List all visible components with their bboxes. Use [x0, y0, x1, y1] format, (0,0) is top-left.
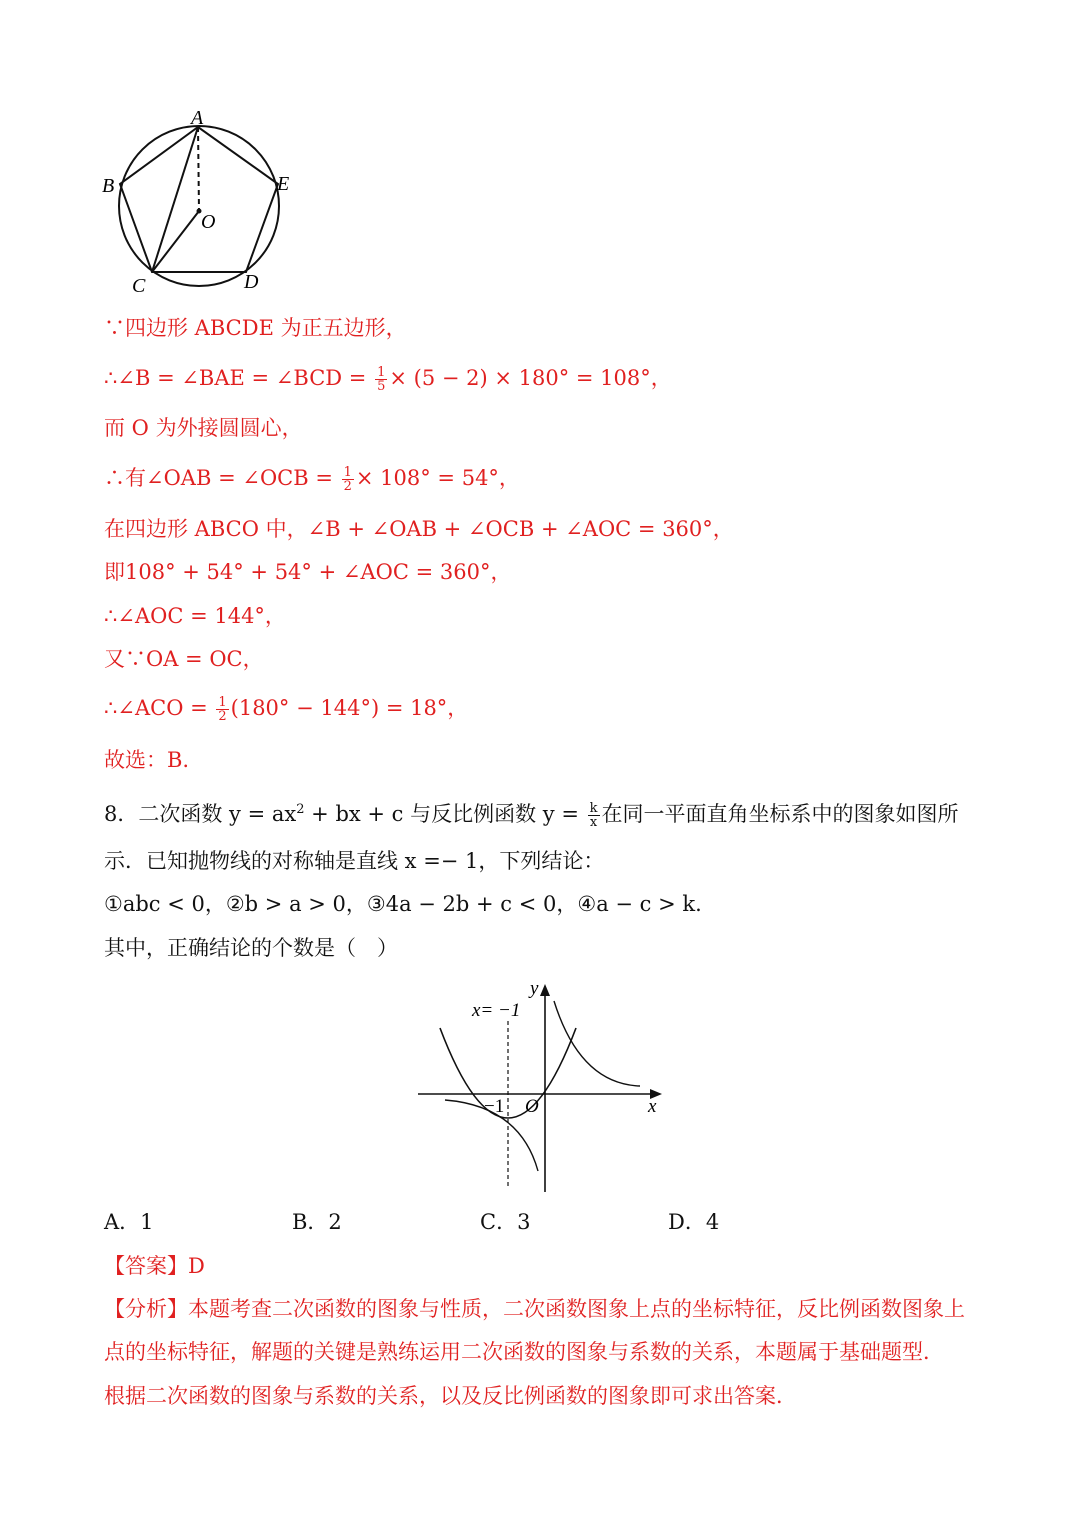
solution-line-9-prefix: ∴∠ACO =: [104, 696, 215, 720]
option-d: D．4: [668, 1210, 720, 1234]
axis-of-symmetry-label: x= −1: [472, 1000, 521, 1021]
fraction-one-half: [342, 466, 354, 493]
segment-ac: [152, 127, 198, 272]
q8-exponent: 2: [296, 802, 305, 817]
analysis-text-1: 本题考查二次函数的图象与性质，二次函数图象上点的坐标特征，反比例函数图象上: [188, 1297, 965, 1321]
y-axis-arrow: [540, 984, 550, 996]
option-b: B．2: [292, 1210, 342, 1234]
segment-oc: [152, 211, 199, 272]
frac-den: 2: [343, 479, 352, 494]
frac-num: 1: [218, 695, 227, 710]
segment-oa-dashed: [198, 127, 199, 211]
analysis-bracket: 【分析】: [104, 1297, 188, 1321]
solution-line-4-prefix: ∴有∠OAB = ∠OCB =: [104, 466, 340, 490]
option-c: C．3: [480, 1210, 531, 1234]
frac-den: x: [589, 815, 598, 830]
solution-line-8: 又∵OA = OC，: [104, 647, 264, 671]
frac-num: 1: [377, 365, 386, 380]
label-c: C: [132, 275, 146, 297]
solution-line-2-prefix: ∴∠B = ∠BAE = ∠BCD =: [104, 366, 374, 390]
analysis-line-2: 点的坐标特征，解题的关键是熟练运用二次函数的图象与系数的关系，本题属于基础题型．: [104, 1340, 944, 1364]
answer-value: D: [188, 1254, 205, 1278]
solution-line-9-suffix: (180° − 144°) = 18°，: [230, 696, 469, 720]
solution-line-1: ∵四边形 ABCDE 为正五边形，: [104, 316, 407, 340]
q8-text-c: 在同一平面直角坐标系中的图象如图所: [601, 802, 959, 826]
q8-text-a: 8．二次函数 y = ax: [104, 802, 297, 826]
label-o: O: [201, 211, 216, 233]
solution-line-4: [104, 464, 520, 493]
answer-line: [104, 1252, 205, 1280]
tick-label-minus-one: −1: [484, 1096, 505, 1117]
label-b: B: [102, 175, 115, 197]
frac-num: 1: [343, 465, 352, 480]
solution-line-9: [104, 694, 468, 723]
solution-line-4-suffix: × 108° = 54°，: [355, 466, 520, 490]
solution-line-10: 故选：B.: [104, 748, 190, 772]
answer-bracket: 【答案】: [104, 1254, 188, 1278]
origin-label: O: [525, 1096, 539, 1117]
q8-text-b: + bx + c 与反比例函数 y =: [304, 802, 586, 826]
function-graph-figure: [410, 976, 670, 1198]
frac-den: 2: [218, 709, 227, 724]
fraction-k-over-x: [588, 802, 600, 829]
question8-line-4: 其中，正确结论的个数是（ ）: [104, 936, 398, 960]
question8-line-1: [104, 796, 959, 829]
solution-line-6: 即108° + 54° + 54° + ∠AOC = 360°，: [104, 560, 512, 584]
solution-line-7: ∴∠AOC = 144°，: [104, 604, 286, 628]
option-a: A．1: [104, 1210, 154, 1234]
question8-line-2: 示．已知抛物线的对称轴是直线 x =− 1，下列结论：: [104, 849, 605, 873]
label-a: A: [191, 107, 204, 129]
y-axis-label: y: [530, 978, 539, 999]
solution-line-5: 在四边形 ABCO 中，∠B + ∠OAB + ∠OCB + ∠AOC = 360°，: [104, 517, 734, 541]
frac-num: k: [589, 801, 598, 816]
pentagon-figure: [96, 104, 296, 300]
fraction-one-half: [216, 696, 228, 723]
analysis-line-1: [104, 1295, 965, 1323]
fraction-one-fifth: [375, 366, 387, 393]
label-d: D: [244, 271, 259, 293]
frac-den: 5: [377, 379, 386, 394]
analysis-line-3: 根据二次函数的图象与系数的关系，以及反比例函数的图象即可求出答案．: [104, 1384, 797, 1408]
solution-line-2: [104, 364, 672, 393]
solution-line-2-suffix: × (5 − 2) × 180° = 108°，: [389, 366, 672, 390]
solution-line-3: 而 O 为外接圆圆心，: [104, 416, 303, 440]
label-e: E: [277, 173, 290, 195]
hyperbola-branch-q1: [554, 1001, 640, 1086]
circumcircle: [119, 126, 279, 286]
x-axis-label: x: [648, 1096, 657, 1117]
question8-line-3: ①abc < 0，②b > a > 0，③4a − 2b + c < 0，④a − c > k.: [104, 892, 702, 916]
